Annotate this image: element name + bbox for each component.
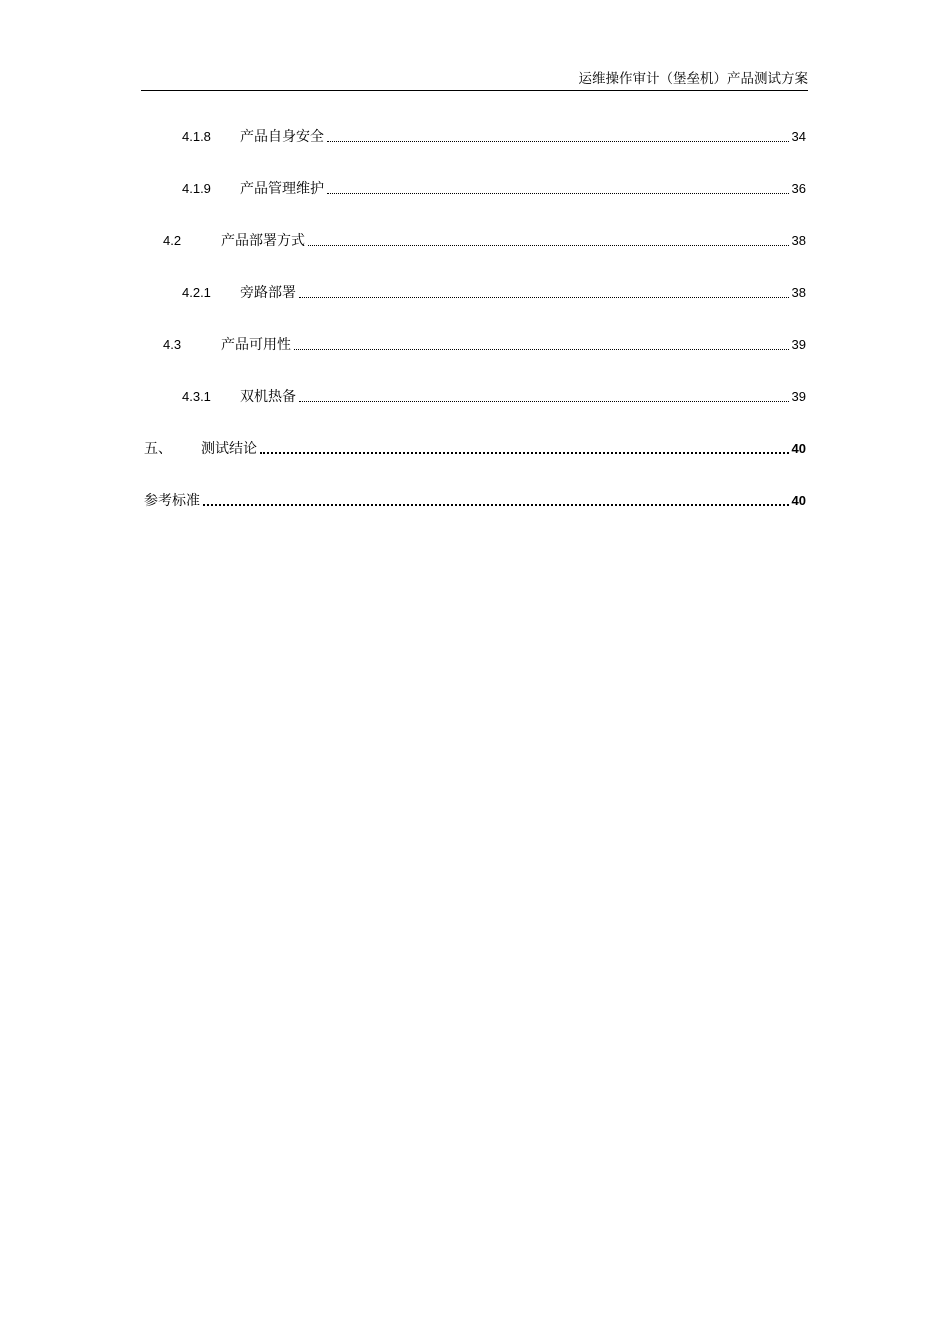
toc-entry-number: 五、 xyxy=(144,441,172,457)
toc-leader-dots xyxy=(203,504,789,506)
toc-entry[interactable] xyxy=(182,281,806,303)
toc-entry-page: 39 xyxy=(791,337,806,352)
toc-entry-page: 40 xyxy=(791,441,806,456)
toc-entry-number: 4.1.9 xyxy=(182,181,211,196)
toc-entry[interactable] xyxy=(163,333,806,355)
toc-entry-title: 旁路部署 xyxy=(240,285,296,301)
toc-entry-title: 产品管理维护 xyxy=(240,181,324,197)
toc-entry[interactable] xyxy=(144,489,806,511)
toc-leader-dots xyxy=(299,297,789,298)
toc-entry-number: 4.2 xyxy=(163,233,182,248)
toc-entry-title: 产品可用性 xyxy=(221,337,291,353)
toc-leader-dots xyxy=(299,401,789,402)
toc-entry-page: 36 xyxy=(791,181,806,196)
document-title: 运维操作审计（堡垒机）产品测试方案 xyxy=(578,71,808,87)
toc-entry-number: 4.1.8 xyxy=(182,129,211,144)
toc-entry-page: 38 xyxy=(791,285,806,300)
toc-leader-dots xyxy=(327,193,789,194)
toc-entry[interactable] xyxy=(182,125,806,147)
toc-entry[interactable] xyxy=(163,229,806,251)
toc-entry[interactable] xyxy=(182,177,806,199)
toc-entry-page: 34 xyxy=(791,129,806,144)
toc-leader-dots xyxy=(260,452,789,454)
toc-entry[interactable] xyxy=(144,437,806,459)
toc-entry-number: 4.3 xyxy=(163,337,182,352)
page-header xyxy=(141,70,808,91)
toc-leader-dots xyxy=(327,141,789,142)
toc-entry-page: 40 xyxy=(791,493,806,508)
toc-entry-title: 双机热备 xyxy=(240,389,296,405)
toc-entry-number: 4.2.1 xyxy=(182,285,211,300)
toc-entry-title: 测试结论 xyxy=(201,441,257,457)
toc-entry-title: 参考标准 xyxy=(144,493,200,509)
toc-entry-title: 产品部署方式 xyxy=(221,233,305,249)
toc-entry[interactable] xyxy=(182,385,806,407)
toc-entry-title: 产品自身安全 xyxy=(240,129,324,145)
toc-leader-dots xyxy=(294,349,789,350)
toc-leader-dots xyxy=(308,245,789,246)
toc-entry-page: 38 xyxy=(791,233,806,248)
toc-entry-page: 39 xyxy=(791,389,806,404)
toc-entry-number: 4.3.1 xyxy=(182,389,211,404)
